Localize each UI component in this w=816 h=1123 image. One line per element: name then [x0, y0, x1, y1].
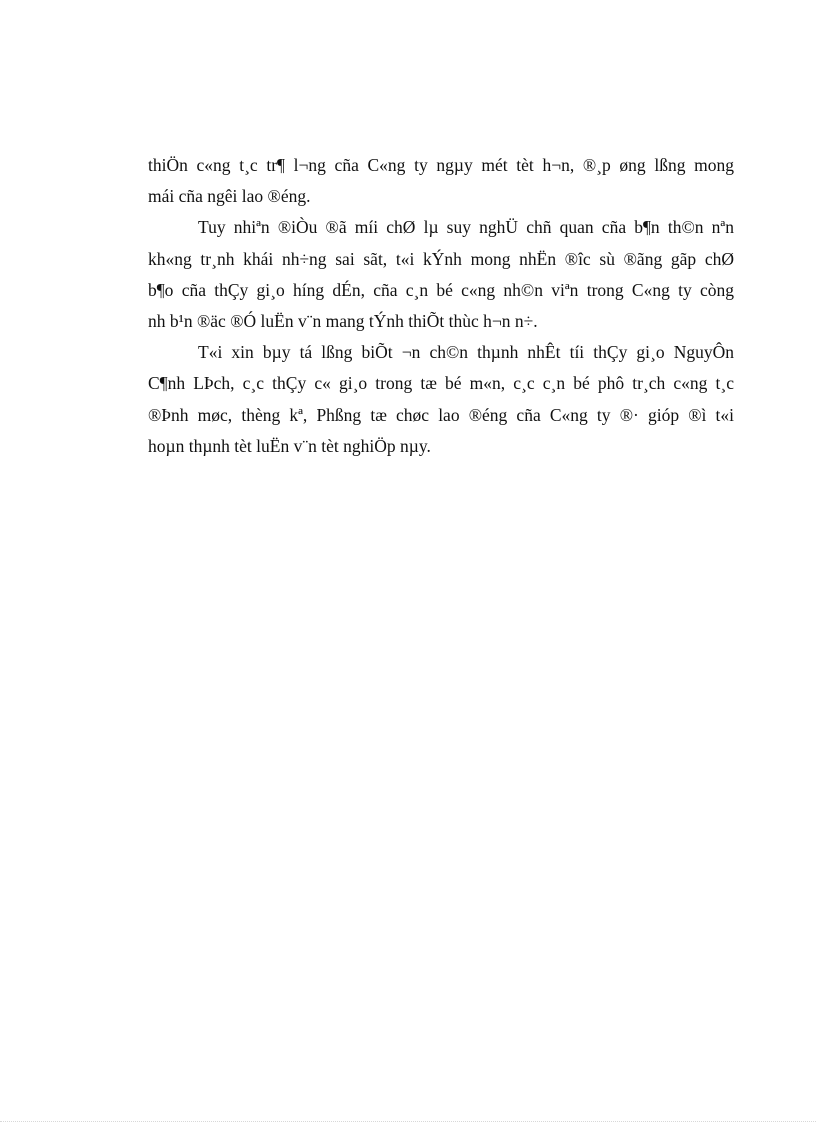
text-line: hoµn thµnh tèt luËn v¨n tèt nghiÖp nµy. — [148, 435, 431, 456]
body-text — [148, 150, 734, 462]
paragraph — [148, 212, 734, 337]
text-line: thiÖn c«ng t¸c tr¶ l¬ng cña C«ng ty ngµy mét tèt h¬n, ®¸p øng lßng mong — [148, 155, 734, 175]
paragraph — [148, 337, 734, 462]
text-line: T«i xin bµy tá lßng biÕt ¬n ch©n thµnh nhÊt tíi thÇy gi¸o NguyÔn — [198, 342, 734, 363]
text-line: mái cña ngêi lao ®éng. — [148, 186, 311, 207]
text-line: b¶o cña thÇy gi¸o híng dÉn, cña c¸n bé c«ng nh©n viªn trong C«ng ty còng — [148, 279, 734, 300]
text-line: ®Þnh møc, thèng kª, Phßng tæ chøc lao ®éng cña C«ng ty ®· gióp ®ì t«i — [148, 404, 734, 425]
text-line: kh«ng tr¸nh khái nh÷ng sai sãt, t«i kÝnh mong nhËn ®îc sù ®ãng gãp chØ — [148, 248, 734, 269]
text-line: C¶nh LÞch, c¸c thÇy c« gi¸o trong tæ bé m«n, c¸c c¸n bé phô tr¸ch c«ng t¸c — [148, 373, 734, 394]
paragraph — [148, 150, 734, 212]
text-line: nh b¹n ®äc ®Ó luËn v¨n mang tÝnh thiÕt thùc h¬n n÷. — [148, 310, 538, 331]
text-line: Tuy nhiªn ®iÒu ®ã míi chØ lµ suy nghÜ chñ quan cña b¶n th©n nªn — [198, 217, 734, 238]
